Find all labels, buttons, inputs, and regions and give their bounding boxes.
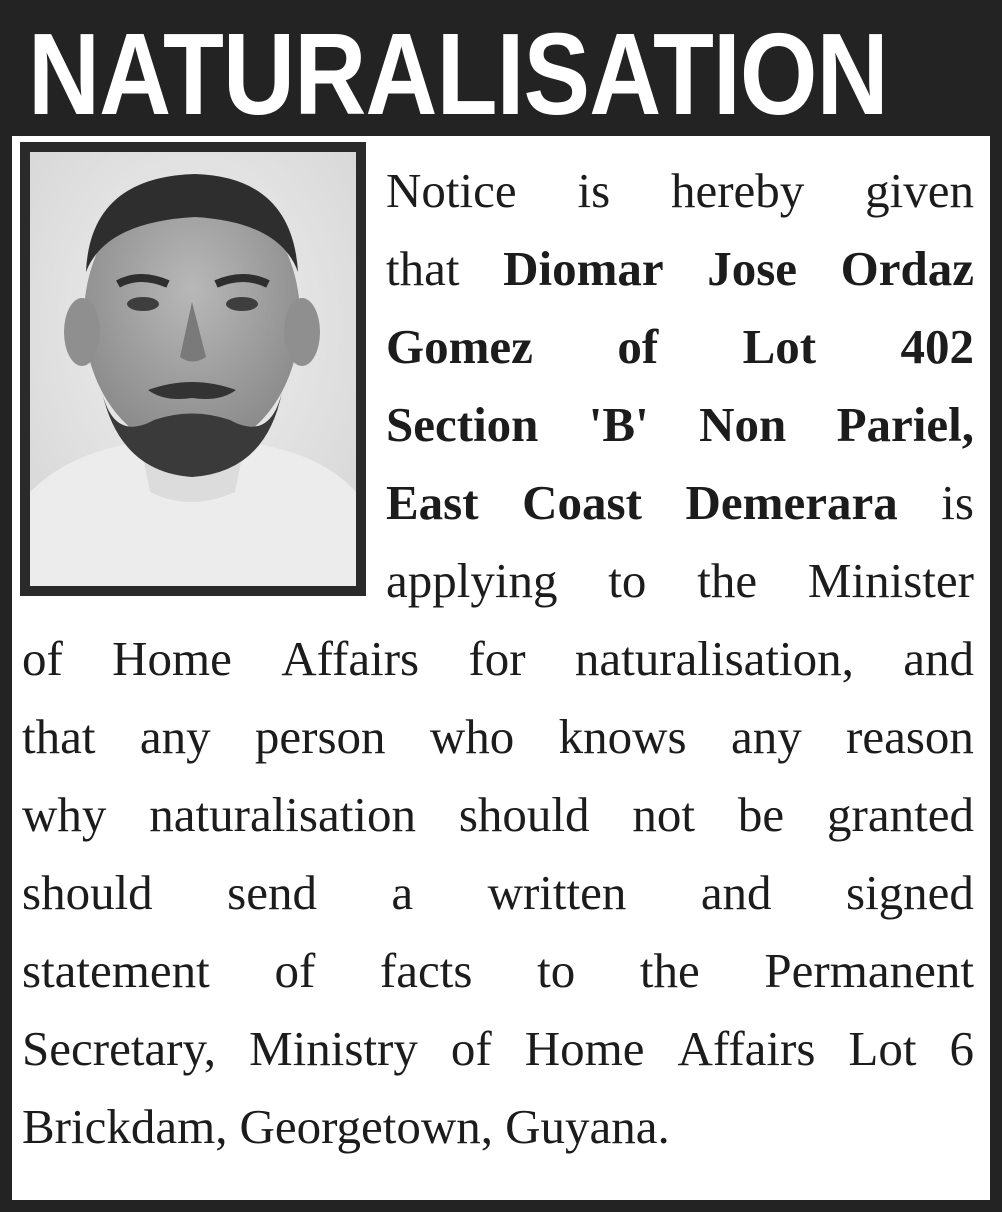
text-line — [22, 854, 974, 932]
word: given — [865, 163, 974, 218]
word: to — [608, 553, 647, 608]
word: not — [632, 787, 696, 842]
text-line — [386, 464, 974, 542]
word: 'B' — [588, 397, 649, 452]
applicant-photo — [20, 142, 366, 596]
word: 6 — [949, 1021, 974, 1076]
word: that — [22, 709, 96, 764]
word: person — [254, 709, 386, 764]
word: naturalisation — [149, 787, 416, 842]
word: Home — [524, 1021, 645, 1076]
word: Georgetown, — [239, 1099, 494, 1154]
word: of — [450, 1021, 492, 1076]
word: to — [537, 943, 576, 998]
word: is — [577, 163, 611, 218]
word: any — [139, 709, 211, 764]
word: Affairs — [677, 1021, 816, 1076]
word: should — [22, 865, 153, 920]
word: Ordaz — [840, 241, 974, 296]
text-line — [22, 1088, 974, 1166]
word: the — [639, 943, 700, 998]
word: naturalisation, — [574, 631, 854, 686]
word: for — [468, 631, 526, 686]
word: send — [227, 865, 317, 920]
text-line — [386, 230, 974, 308]
word: Notice — [386, 163, 517, 218]
word: 402 — [900, 319, 974, 374]
word: Permanent — [764, 943, 974, 998]
portrait-image — [30, 152, 356, 586]
word: Ministry — [249, 1021, 418, 1076]
word: that — [386, 241, 460, 296]
word: Guyana. — [505, 1099, 670, 1154]
text-line — [22, 776, 974, 854]
word: Minister — [807, 553, 974, 608]
word: of — [22, 631, 63, 686]
word: Lot — [742, 319, 817, 374]
notice-text-below-photo — [22, 620, 974, 1166]
word: Pariel, — [836, 397, 974, 452]
word: the — [697, 553, 758, 608]
word: knows — [558, 709, 687, 764]
text-line — [386, 152, 974, 230]
word: hereby — [670, 163, 805, 218]
notice-text-beside-photo — [386, 152, 974, 620]
word: Jose — [707, 241, 798, 296]
word: Demerara — [685, 475, 898, 530]
word: signed — [846, 865, 974, 920]
word: Section — [386, 397, 539, 452]
word: be — [737, 787, 785, 842]
text-line — [22, 620, 974, 698]
word: applying — [386, 553, 558, 608]
text-line — [22, 698, 974, 776]
word: written — [487, 865, 627, 920]
word: Brickdam, — [22, 1099, 228, 1154]
word: Lot — [848, 1021, 917, 1076]
word: granted — [827, 787, 974, 842]
word: Coast — [522, 475, 642, 530]
word: Home — [112, 631, 232, 686]
word: Secretary, — [22, 1021, 217, 1076]
word: any — [730, 709, 802, 764]
word: Diomar — [503, 241, 664, 296]
word: facts — [379, 943, 473, 998]
text-line — [386, 386, 974, 464]
word: Non — [699, 397, 787, 452]
word: who — [429, 709, 515, 764]
word: why — [22, 787, 107, 842]
word: Gomez — [386, 319, 533, 374]
word: of — [274, 943, 316, 998]
word: should — [458, 787, 590, 842]
word: statement — [22, 943, 210, 998]
word: East — [386, 475, 479, 530]
word: Affairs — [281, 631, 420, 686]
word: a — [391, 865, 414, 920]
title-banner — [12, 9, 990, 139]
text-line — [22, 1010, 974, 1088]
word: of — [617, 319, 659, 374]
text-line — [386, 542, 974, 620]
word: reason — [846, 709, 974, 764]
word: is — [941, 475, 974, 530]
text-line — [386, 308, 974, 386]
word: and — [903, 631, 974, 686]
notice-title: NATURALISATION — [28, 9, 888, 139]
word: and — [700, 865, 772, 920]
text-line — [22, 932, 974, 1010]
